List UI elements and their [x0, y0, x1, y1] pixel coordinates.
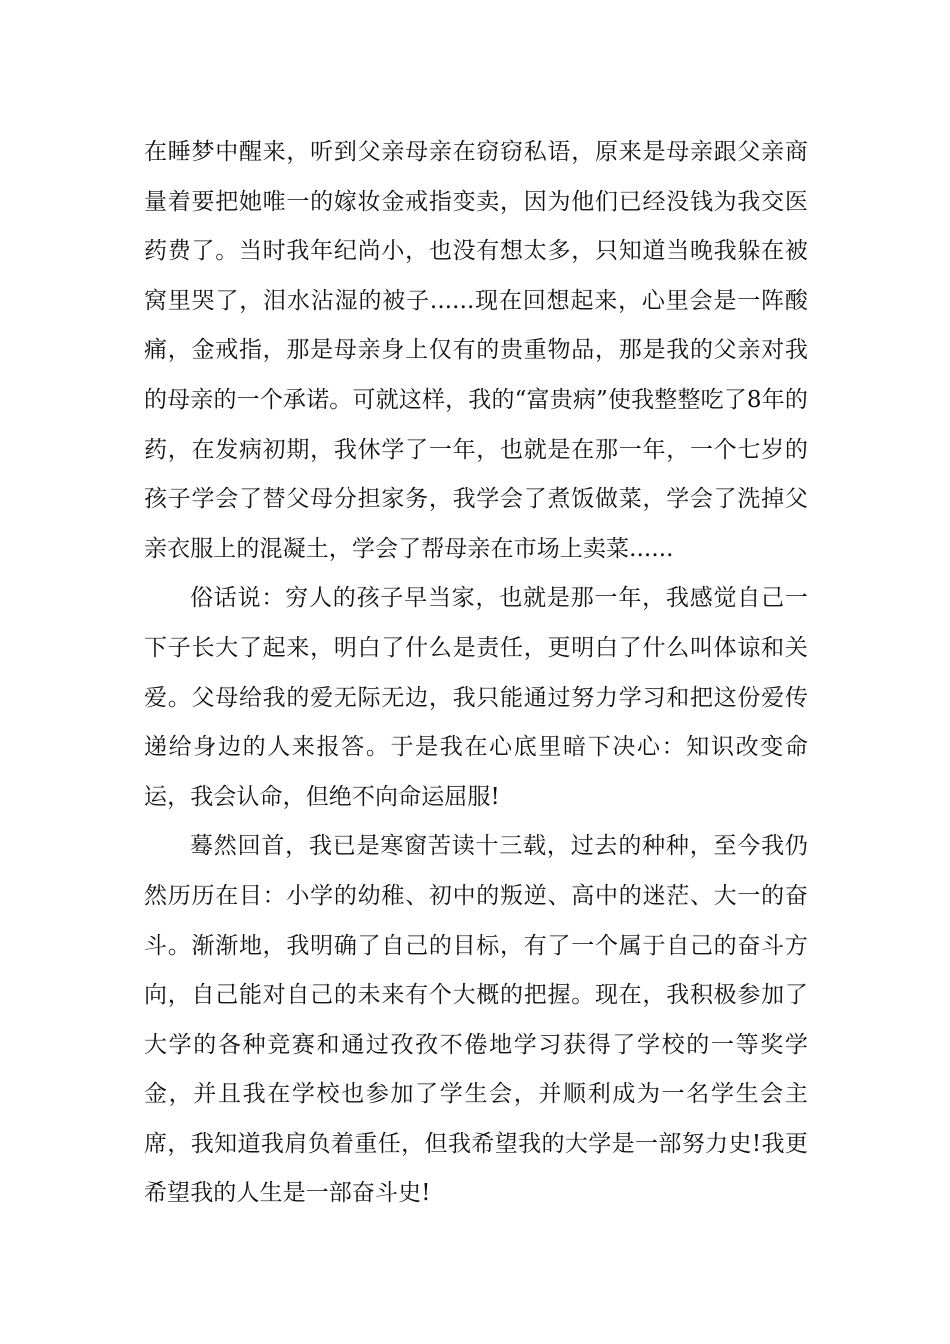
- paragraph-3: 蓦然回首，我已是寒窗苦读十三载，过去的种种，至今我仍然历历在目：小学的幼稚、初中的叛逆、高中的迷茫、大一的奋斗。渐渐地，我明确了自己的目标，有了一个属于自己的奋斗方向，自己能对自己的未来有个大概的把握。现在，我积极参加了大学的各种竞赛和通过孜孜不倦地学习获得了学校的一等奖学金，并且我在学校也参加了学生会，并顺利成为一名学生会主席，我知道我肩负着重任，但我希望我的大学是一部努力史!我更希望我的人生是一部奋斗史!: [144, 833, 808, 1207]
- document-body: [144, 128, 808, 1219]
- paragraph-1: 在睡梦中醒来，听到父亲母亲在窃窃私语，原来是母亲跟父亲商量着要把她唯一的嫁妆金戒指变卖，因为他们已经没钱为我交医药费了。当时我年纪尚小，也没有想太多，只知道当晚我躲在被窝里哭了，泪水沾湿的被子......现在回想起来，心里会是一阵酸痛，金戒指，那是母亲身上仅有的贵重物品，那是我的父亲对我的母亲的一个承诺。可就这样，我的“富贵病”使我整整吃了8年的药，在发病初期，我休学了一年，也就是在那一年，一个七岁的孩子学会了替父母分担家务，我学会了煮饭做菜，学会了洗掉父亲衣服上的混凝土，学会了帮母亲在市场上卖菜......: [144, 139, 808, 562]
- paragraph-2: 俗话说：穷人的孩子早当家，也就是那一年，我感觉自己一下子长大了起来，明白了什么是责任，更明白了什么叫体谅和关爱。父母给我的爱无际无边，我只能通过努力学习和把这份爱传递给身边的人来报答。于是我在心底里暗下决心：知识改变命运，我会认命，但绝不向命运屈服!: [144, 585, 808, 810]
